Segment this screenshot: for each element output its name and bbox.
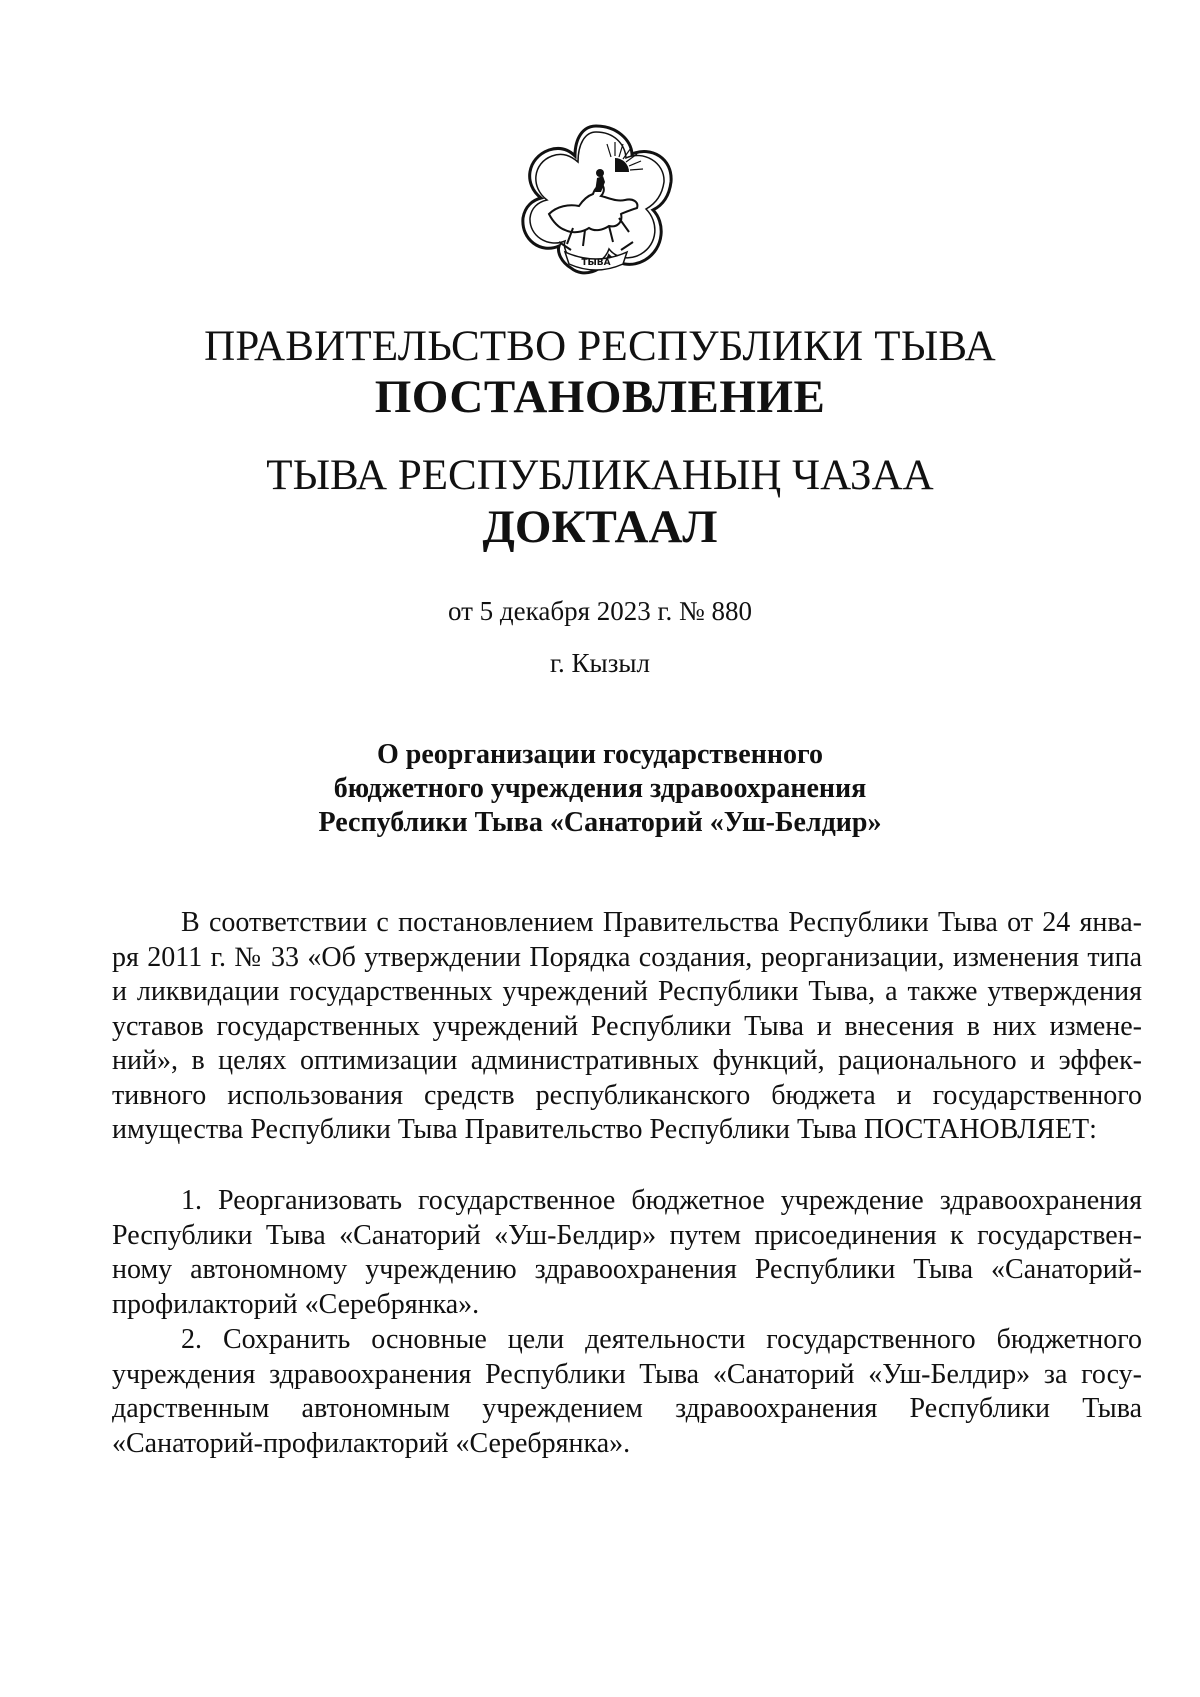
text-line: профилакторий «Серебрянка». xyxy=(112,1288,480,1320)
text-line: тивного использования средств республиканского бюджета и государственного xyxy=(112,1079,1142,1111)
text-line: Республики Тыва «Санаторий «Уш-Белдир» путем присоединения к государствен- xyxy=(112,1219,1142,1251)
preamble-paragraph xyxy=(112,906,1142,1148)
heading-line: бюджетного учреждения здравоохранения xyxy=(333,773,867,804)
text-line: В соответствии с постановлением Правительства Республики Тыва от 24 янва- xyxy=(181,907,1142,938)
document-heading xyxy=(0,738,1200,840)
text-line: дарственным автономным учреждением здравоохранения Республики Тыва xyxy=(112,1393,1142,1424)
text-line: 2. Сохранить основные цели деятельности государственного бюджетного xyxy=(181,1324,1142,1355)
heading-line: О реорганизации государственного xyxy=(376,739,824,770)
tyva-emblem-icon xyxy=(513,118,679,284)
text-line: «Санаторий-профилакторий «Серебрянка». xyxy=(112,1427,631,1459)
heading-line: Республики Тыва «Санаторий «Уш-Белдир» xyxy=(318,807,882,838)
item-1-paragraph xyxy=(112,1184,1142,1322)
document-type: ПОСТАНОВЛЕНИЕ xyxy=(374,371,826,423)
text-line: уставов государственных учреждений Республики Тыва и внесения в них измене- xyxy=(112,1010,1142,1042)
text-line: ному автономному учреждению здравоохранения Республики Тыва «Санаторий- xyxy=(112,1254,1142,1285)
text-line: ний», в целях оптимизации административных функций, рационального и эффек- xyxy=(112,1045,1142,1076)
emblem-text: ТЫВА xyxy=(581,258,611,268)
text-line: ря 2011 г. № 33 «Об утверждении Порядка создания, реорганизации, изменения типа xyxy=(112,941,1142,973)
text-line: имущества Республики Тыва Правительство Республики Тыва ПОСТАНОВЛЯЕТ: xyxy=(112,1114,1097,1145)
text-line: учреждения здравоохранения Республики Тыва «Санаторий «Уш-Белдир» за госу- xyxy=(112,1358,1142,1390)
government-title-tyva: ТЫВА РЕСПУБЛИКАНЫҢ ЧАЗАА xyxy=(266,452,934,499)
document-type-tyva: ДОКТААЛ xyxy=(482,501,718,553)
government-title: ПРАВИТЕЛЬСТВО РЕСПУБЛИКИ ТЫВА xyxy=(204,323,996,370)
text-line: 1. Реорганизовать государственное бюджетное учреждение здравоохранения xyxy=(181,1185,1142,1216)
date-and-number: от 5 декабря 2023 г. № 880 xyxy=(447,596,753,626)
city: г. Кызыл xyxy=(550,648,650,678)
text-line: и ликвидации государственных учреждений Республики Тыва, а также утверждения xyxy=(112,976,1142,1007)
item-2-paragraph xyxy=(112,1323,1142,1461)
